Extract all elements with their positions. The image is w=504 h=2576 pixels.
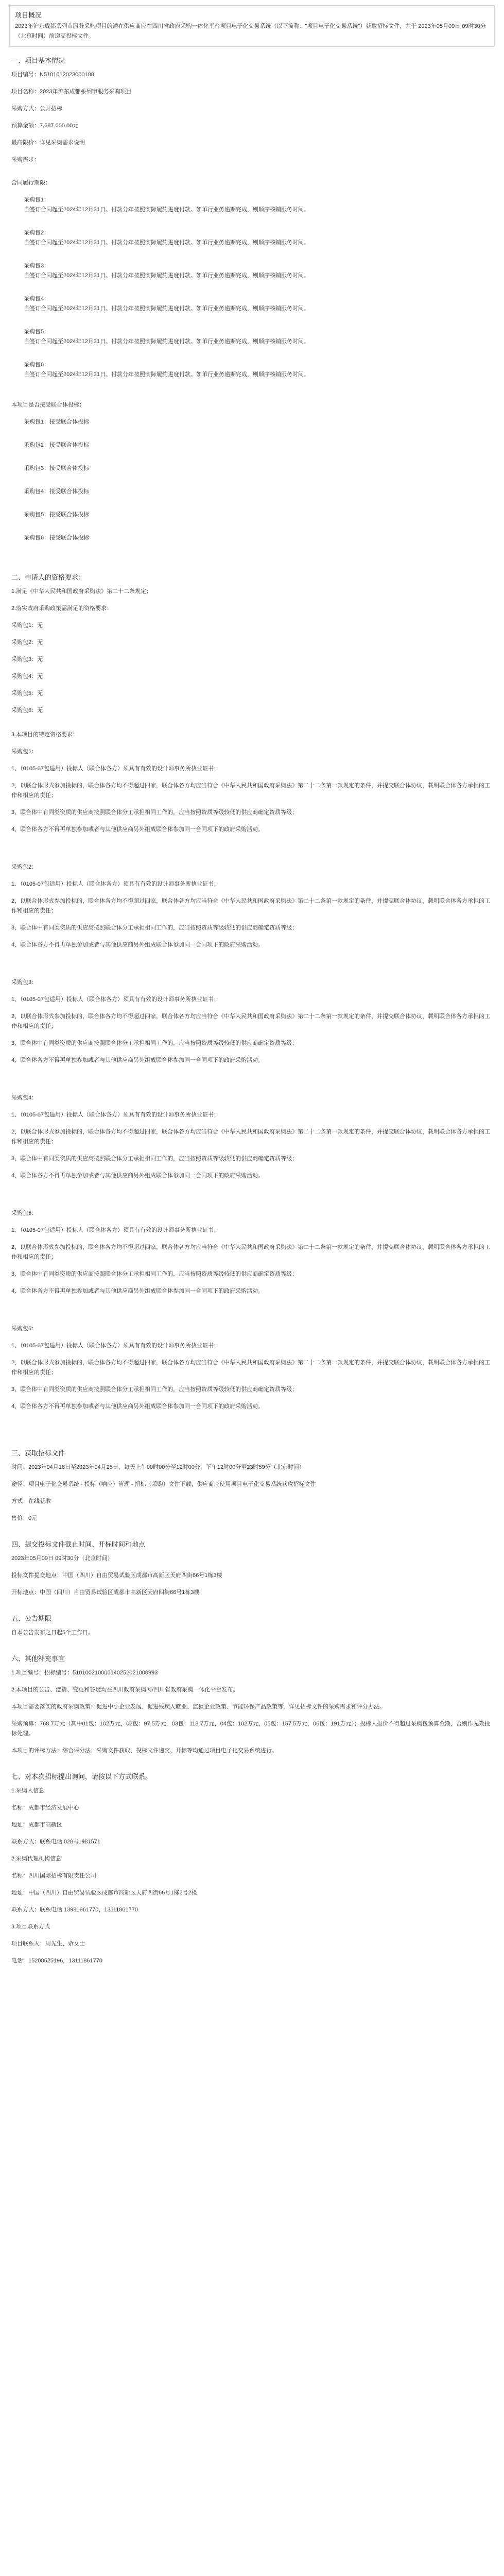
section-2-heading: 二、申请人的资格要求： [11, 573, 85, 581]
policy-package-1: 采购包1：无 [11, 622, 43, 629]
policy-package-3: 采购包3：无 [11, 656, 43, 663]
special-qualification-list [9, 747, 495, 1439]
qual-package-2-item-4: 4、联合体各方不得再单独参加或者与其他供应商另外组成联合体参加同一合同项下的政府采购活动。 [11, 942, 264, 948]
qual-package-5-item-1: 1、（0105-07包适用）投标人（联合体各方）须具有有效的设计师事务所执业证书； [11, 1227, 219, 1233]
budget-amount: 预算金额：7,687,000.00元 [11, 123, 79, 129]
announcement-page [9, 5, 495, 1966]
section-7-heading: 七、对本次招标提出询问，请按以下方式联系。 [11, 1773, 152, 1781]
overview-text: 2023年沪东成都系列市服务采购项目的潜在供应商应在四川省政府采购一体化平台项目电子化交易系统（以下简称："项目电子化交易系统"）获取招标文件，并于 2023年05月09日 09时30分（北京时间）前递交投标文件。 [15, 23, 486, 39]
contract-period-list [9, 195, 495, 393]
supplement-2: 2.本项目的公告、澄清、变更和答疑均在四川政府采购网/四川省政府采购一体化平台发布。 [11, 1687, 239, 1693]
qual-package-2-item-1: 1、（0105-07包适用）投标人（联合体各方）须具有有效的设计师事务所执业证书； [11, 881, 219, 887]
qual-package-4-label: 采购包4： [11, 1095, 38, 1101]
qual-package-6-label: 采购包6： [11, 1326, 38, 1332]
qual-package-6-item-4: 4、联合体各方不得再单独参加或者与其他供应商另外组成联合体参加同一合同项下的政府采购活动。 [11, 1403, 264, 1410]
consortium-package-4: 采购包4：接受联合体投标 [24, 488, 90, 495]
contract-package-5-text: 自签订合同起至2024年12月31日。付款分年按照实际履约进度付款。如单行业务逾期完成，则顺序核销服务时间。 [24, 338, 309, 345]
qual-package-3-item-4: 4、联合体各方不得再单独参加或者与其他供应商另外组成联合体参加同一合同项下的政府采购活动。 [11, 1057, 264, 1063]
obtain-place: 途径：项目电子化交易系统 - 投标（响应）管理 - 招标（采购）文件下载，供应商应使用项目电子化交易系统获取招标文件 [11, 1481, 316, 1487]
project-contact-phone: 电话：15208525196，13111861770 [11, 1958, 102, 1964]
policy-package-4: 采购包4：无 [11, 673, 43, 680]
qual-package-1-item-4: 4、联合体各方不得再单独参加或者与其他供应商另外组成联合体参加同一合同项下的政府采购活动。 [11, 826, 264, 833]
qual-package-2-item-2: 2、以联合体形式参加投标的，联合体各方均不得超过四家，联合体各方均应当符合《中华人民共和国政府采购法》第二十二条第一款规定的条件，并提交联合体协议，载明联合体各方承担的工作和相应的责任； [11, 898, 491, 914]
qual-package-5-item-4: 4、联合体各方不得再单独参加或者与其他供应商另外组成联合体参加同一合同项下的政府采购活动。 [11, 1288, 264, 1294]
buyer-name: 名称：成都市经济发展中心 [11, 1805, 79, 1811]
qual-package-1-item-2: 2、以联合体形式参加投标的，联合体各方均不得超过四家，联合体各方均应当符合《中华人民共和国政府采购法》第二十二条第一款规定的条件，并提交联合体协议，载明联合体各方承担的工作和相应的责任； [11, 783, 491, 799]
contract-package-4-label: 采购包4： [24, 296, 50, 302]
max-price: 最高限价：详见采购需求说明 [11, 140, 85, 146]
overview-box [9, 5, 495, 47]
submit-place: 投标文件提交地点：中国（四川）自由贸易试验区成都市高新区天府四街66号1栋3楼 [11, 1572, 222, 1579]
consortium-package-5: 采购包5：接受联合体投标 [24, 512, 90, 518]
qual-package-6-item-2: 2、以联合体形式参加投标的，联合体各方均不得超过四家，联合体各方均应当符合《中华人民共和国政府采购法》第二十二条第一款规定的条件，并提交联合体协议，载明联合体各方承担的工作和相应的责任； [11, 1360, 491, 1376]
qual-package-4-item-4: 4、联合体各方不得再单独参加或者与其他供应商另外组成联合体参加同一合同项下的政府采购活动。 [11, 1173, 264, 1179]
qual-package-1-item-3: 3、联合体中有同类资质的供应商按照联合体分工承担相同工作的，应当按照资质等级较低的供应商确定资质等级； [11, 809, 298, 816]
qual-package-3-item-3: 3、联合体中有同类资质的供应商按照联合体分工承担相同工作的，应当按照资质等级较低的供应商确定资质等级； [11, 1040, 298, 1046]
overview-title: 项目概况 [15, 11, 42, 19]
supplement-5: 本项目的评标方法：综合评分法；采购文件获取、投标文件递交、开标等均通过项目电子化交易系统进行。 [11, 1748, 277, 1754]
qual-package-5-label: 采购包5： [11, 1210, 38, 1216]
qual-package-2-label: 采购包2： [11, 864, 38, 870]
consortium-package-3: 采购包3：接受联合体投标 [24, 465, 90, 471]
qual-package-3-label: 采购包3： [11, 979, 38, 986]
agent-contact: 联系方式：联系电话 13981961770，13111861770 [11, 1907, 138, 1913]
supplement-4: 采购预算：768.7万元（其中01包：102万元，02包：97.5万元，03包：118.7万元，04包：102万元，05包：157.5万元，06包：191万元）；投标人报价不得超过采购包预算金额，否则作无效投标处理。 [11, 1721, 491, 1737]
consortium-package-2: 采购包2：接受联合体投标 [24, 442, 90, 448]
open-place: 开标地点：中国（四川）自由贸易试验区成都市高新区天府四街66号1栋3楼 [11, 1589, 200, 1596]
contract-package-6-label: 采购包6： [24, 362, 50, 368]
qual-item-2: 2.落实政府采购政策需满足的资格要求： [11, 605, 113, 612]
contract-package-1-text: 自签订合同起至2024年12月31日。付款分年按照实际履约进度付款。如单行业务逾期完成，则顺序核销服务时间。 [24, 207, 309, 213]
qual-package-6-item-3: 3、联合体中有同类资质的供应商按照联合体分工承担相同工作的，应当按照资质等级较低的供应商确定资质等级； [11, 1386, 298, 1393]
contract-package-2-label: 采购包2： [24, 230, 50, 236]
obtain-mode: 方式：在线获取 [11, 1498, 51, 1504]
qual-package-4-item-1: 1、（0105-07包适用）投标人（联合体各方）须具有有效的设计师事务所执业证书； [11, 1112, 219, 1118]
consortium-list [9, 417, 495, 556]
section-3-heading: 三、获取招标文件 [11, 1449, 65, 1457]
contract-package-3-text: 自签订合同起至2024年12月31日。付款分年按照实际履约进度付款。如单行业务逾期完成，则顺序核销服务时间。 [24, 273, 309, 279]
obtain-time: 时间：2023年04月18日至2023年04月25日，每天上午00时00分至12时00分，下午12时00分至23时59分（北京时间） [11, 1464, 305, 1470]
project-number: 项目编号：N5101012023000188 [11, 72, 94, 78]
project-name: 项目名称：2023年沪东成都系列市服务采购项目 [11, 89, 132, 95]
section-1-heading: 一、项目基本情况 [11, 57, 65, 64]
project-contact-heading: 3.项目联系方式 [11, 1924, 50, 1930]
bid-deadline: 2023年05月09日 09时30分（北京时间） [11, 1555, 113, 1562]
procurement-needs-label: 采购需求： [11, 157, 40, 163]
buyer-heading: 1.采购人信息 [11, 1788, 45, 1794]
policy-package-6: 采购包6：无 [11, 707, 43, 714]
notice-period: 自本公告发布之日起5个工作日。 [11, 1630, 94, 1636]
qual-package-2-item-3: 3、联合体中有同类资质的供应商按照联合体分工承担相同工作的，应当按照资质等级较低的供应商确定资质等级； [11, 925, 298, 931]
policy-package-5: 采购包5：无 [11, 690, 43, 697]
consortium-package-6: 采购包6：接受联合体投标 [24, 535, 90, 541]
buyer-address: 地址：成都市高新区 [11, 1822, 62, 1828]
agent-name: 名称：四川国际招标有限责任公司 [11, 1873, 96, 1879]
section-5-heading: 五、公告期限 [11, 1615, 52, 1622]
contract-package-1-label: 采购包1： [24, 197, 50, 203]
qual-package-1-label: 采购包1： [11, 749, 38, 755]
buyer-contact: 联系方式：联系电话 028-61981571 [11, 1839, 101, 1845]
agent-address: 地址：中国（四川）自由贸易试验区成都市高新区天府四街66号1栋2号2楼 [11, 1890, 197, 1896]
obtain-price: 售价：0元 [11, 1515, 38, 1521]
project-contact-people: 项目联系人：周先生、余女士 [11, 1941, 85, 1947]
supplement-3: 本项目需要落实的政府采购政策：促进中小企业发展、促进残疾人就业、监狱企业政策、节能环保产品政策等，详见招标文件的采购需求和评分办法。 [11, 1704, 385, 1710]
contract-package-4-text: 自签订合同起至2024年12月31日。付款分年按照实际履约进度付款。如单行业务逾期完成，则顺序核销服务时间。 [24, 306, 309, 312]
qual-package-5-item-3: 3、联合体中有同类资质的供应商按照联合体分工承担相同工作的，应当按照资质等级较低的供应商确定资质等级； [11, 1271, 298, 1277]
qual-item-1: 1.满足《中华人民共和国政府采购法》第二十二条规定； [11, 588, 152, 595]
supplement-1: 1.项目编号：招标编号：510100210000140252021000993 [11, 1670, 158, 1676]
qual-package-3-item-1: 1、（0105-07包适用）投标人（联合体各方）须具有有效的设计师事务所执业证书； [11, 996, 219, 1003]
section-4-heading: 四、提交投标文件截止时间、开标时间和地点 [11, 1540, 146, 1548]
contract-package-2-text: 自签订合同起至2024年12月31日。付款分年按照实际履约进度付款。如单行业务逾期完成，则顺序核销服务时间。 [24, 240, 309, 246]
qual-item-3: 3.本项目的特定资格要求： [11, 732, 79, 738]
contract-package-5-label: 采购包5： [24, 329, 50, 335]
qual-package-5-item-2: 2、以联合体形式参加投标的，联合体各方均不得超过四家，联合体各方均应当符合《中华人民共和国政府采购法》第二十二条第一款规定的条件，并提交联合体协议，载明联合体各方承担的工作和相应的责任； [11, 1244, 491, 1260]
consortium-intro: 本项目是否接受联合体投标： [11, 402, 85, 408]
contract-package-6-text: 自签订合同起至2024年12月31日。付款分年按照实际履约进度付款。如单行业务逾期完成，则顺序核销服务时间。 [24, 371, 309, 378]
consortium-package-1: 采购包1：接受联合体投标 [24, 419, 90, 425]
qual-package-4-item-2: 2、以联合体形式参加投标的，联合体各方均不得超过四家，联合体各方均应当符合《中华人民共和国政府采购法》第二十二条第一款规定的条件，并提交联合体协议，载明联合体各方承担的工作和相应的责任； [11, 1129, 491, 1145]
contract-period-label: 合同履行期限： [11, 180, 51, 186]
section-6-heading: 六、其他补充事宜 [11, 1655, 65, 1663]
policy-list [9, 621, 495, 723]
qual-package-4-item-3: 3、联合体中有同类资质的供应商按照联合体分工承担相同工作的，应当按照资质等级较低的供应商确定资质等级； [11, 1156, 298, 1162]
contract-package-3-label: 采购包3： [24, 263, 50, 269]
agent-heading: 2.采购代理机构信息 [11, 1856, 62, 1862]
qual-package-3-item-2: 2、以联合体形式参加投标的，联合体各方均不得超过四家，联合体各方均应当符合《中华人民共和国政府采购法》第二十二条第一款规定的条件，并提交联合体协议，载明联合体各方承担的工作和相应的责任； [11, 1013, 491, 1029]
procurement-method: 采购方式：公开招标 [11, 106, 62, 112]
qual-package-1-item-1: 1、（0105-07包适用）投标人（联合体各方）须具有有效的设计师事务所执业证书； [11, 766, 219, 772]
qual-package-6-item-1: 1、（0105-07包适用）投标人（联合体各方）须具有有效的设计师事务所执业证书； [11, 1343, 219, 1349]
policy-package-2: 采购包2：无 [11, 639, 43, 646]
